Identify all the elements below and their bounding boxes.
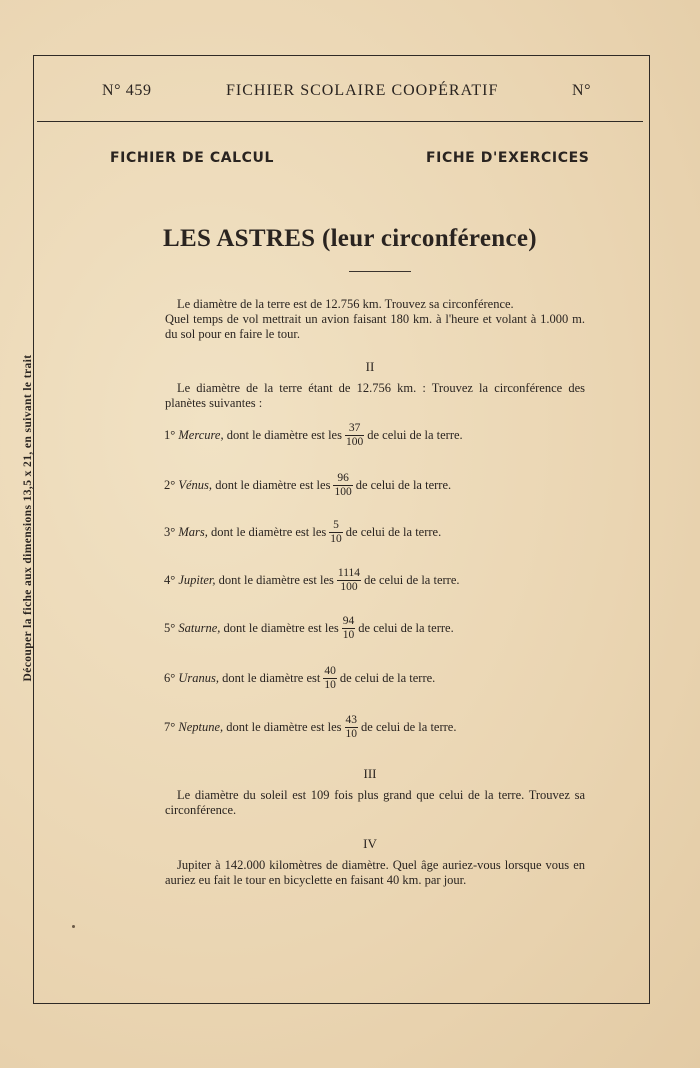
- paper-speck: [72, 925, 75, 928]
- item-text: dont le diamètre est les: [226, 427, 342, 442]
- planet-item: [164, 658, 435, 698]
- fraction: [337, 567, 361, 594]
- fraction-numerator: 96: [337, 471, 349, 484]
- planet-item: [164, 512, 441, 552]
- section3-heading: III: [363, 766, 377, 781]
- item-number: 6°: [164, 670, 176, 685]
- item-suffix: de celui de la terre.: [367, 427, 463, 442]
- fraction: [342, 615, 356, 642]
- fraction-numerator: 94: [342, 614, 355, 627]
- item-number: 7°: [164, 719, 176, 734]
- cutting-instruction: Découper la fiche aux dimensions 13,5 x 21, en suivant le trait: [22, 354, 34, 682]
- section2-heading: II: [365, 359, 375, 374]
- item-text: dont le diamètre est les: [218, 572, 334, 587]
- item-text: dont le diamètre est les: [223, 620, 339, 635]
- planet-item: [164, 415, 463, 455]
- fraction-numerator: 5: [333, 518, 339, 531]
- fraction-denominator: 10: [324, 678, 336, 691]
- planet-name: Mars,: [178, 524, 208, 539]
- fraction-denominator: 10: [345, 727, 358, 740]
- planet-name: Jupiter,: [178, 572, 216, 587]
- item-number: 5°: [164, 620, 176, 635]
- fraction-denominator: 100: [340, 580, 358, 593]
- page-title: LES ASTRES (leur circonférence): [163, 225, 537, 252]
- section4-heading: IV: [363, 836, 377, 851]
- subheader-left: FICHIER DE CALCUL: [110, 150, 275, 166]
- fraction-denominator: 100: [345, 435, 364, 448]
- item-suffix: de celui de la terre.: [339, 670, 436, 685]
- fraction-denominator: 10: [342, 628, 355, 641]
- item-suffix: de celui de la terre.: [364, 572, 460, 587]
- section4-text: Jupiter à 142.000 kilomètres de diamètre. Quel âge auriez-vous lorsque vous en auriez eu fait le tour en bicyclette en faisant 40 km. par jour.: [165, 858, 585, 887]
- item-text: dont le diamètre est: [222, 670, 321, 685]
- planet-item: [164, 560, 460, 600]
- planet-name: Vénus,: [178, 477, 213, 492]
- item-suffix: de celui de la terre.: [358, 620, 454, 635]
- item-suffix: de celui de la terre.: [361, 719, 457, 734]
- fraction-numerator: 43: [345, 713, 358, 726]
- section1: [165, 297, 585, 342]
- planet-name: Saturne,: [178, 620, 221, 635]
- subheader-right: FICHE D'EXERCICES: [426, 150, 590, 166]
- item-number: 4°: [164, 572, 176, 587]
- planet-item: [164, 608, 454, 648]
- item-suffix: de celui de la terre.: [355, 477, 452, 492]
- fraction: [323, 665, 337, 692]
- fraction: [329, 519, 343, 546]
- planet-name: Mercure,: [178, 427, 224, 442]
- item-number: 1°: [164, 427, 176, 442]
- item-text: dont le diamètre est les: [215, 477, 331, 492]
- fraction-denominator: 10: [330, 532, 342, 545]
- planet-name: Neptune,: [178, 719, 224, 734]
- title-underline: [349, 271, 411, 272]
- fraction-numerator: 37: [348, 421, 361, 434]
- fraction-numerator: 40: [324, 664, 336, 677]
- header-title: FICHIER SCOLAIRE COOPÉRATIF: [226, 82, 499, 99]
- planet-name: Uranus,: [178, 670, 220, 685]
- section1-line2: Quel temps de vol mettrait un avion faisant 180 km. à l'heure et volant à 1.000 m. du sol pour en faire le tour.: [165, 312, 585, 341]
- item-suffix: de celui de la terre.: [345, 524, 442, 539]
- card-number: N° 459: [102, 82, 152, 99]
- header-divider: [37, 121, 643, 122]
- item-text: dont le diamètre est les: [211, 524, 327, 539]
- fraction: [345, 422, 364, 449]
- fraction-numerator: 1114: [337, 566, 361, 579]
- fraction: [345, 714, 359, 741]
- header-no-label: N°: [572, 82, 592, 99]
- fraction: [333, 472, 352, 499]
- planet-item: [164, 465, 451, 505]
- section1-line1: Le diamètre de la terre est de 12.756 km. Trouvez sa circonférence.: [177, 297, 514, 311]
- item-number: 3°: [164, 524, 176, 539]
- section2-intro: Le diamètre de la terre étant de 12.756 km. : Trouvez la circonférence des planètes suivantes :: [165, 381, 585, 410]
- planet-item: [164, 707, 456, 747]
- section3-text: Le diamètre du soleil est 109 fois plus grand que celui de la terre. Trouvez sa circonférence.: [165, 788, 585, 817]
- item-number: 2°: [164, 477, 176, 492]
- fraction-denominator: 100: [334, 485, 352, 498]
- item-text: dont le diamètre est les: [226, 719, 342, 734]
